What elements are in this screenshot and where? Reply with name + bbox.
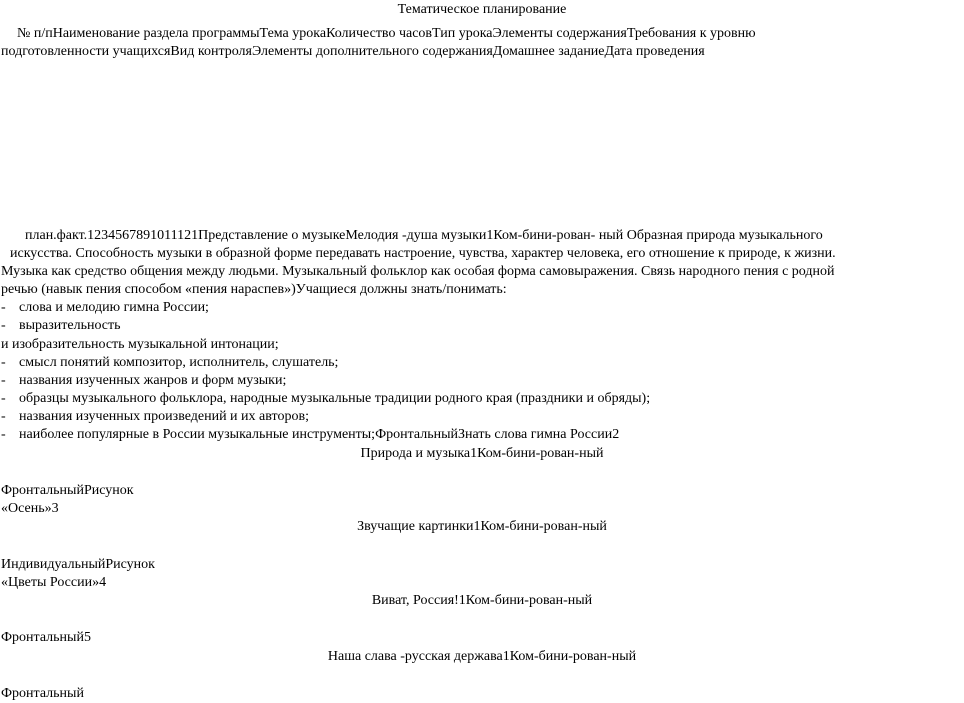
table-header-line-2: подготовленности учащихсяВид контроляЭлементы дополнительного содержанияДомашнее заданиеДата проведения	[1, 44, 705, 59]
list-item-text: названия изученных жанров и форм музыки;	[19, 373, 287, 388]
list-item	[1, 354, 338, 372]
list-item	[1, 299, 209, 317]
row-4-control: Фронтальный5	[1, 630, 91, 645]
row-1-line-1: план.факт.1234567891011121Представление о музыкеМелодия -душа музыки1Ком-бини-рован- ный Образная природа музыкального	[25, 228, 823, 243]
row-2-homework: «Осень»3	[1, 501, 59, 516]
row-3-control: ИндивидуальныйРисунок	[1, 557, 155, 572]
list-item	[1, 372, 286, 390]
list-dash: -	[1, 373, 6, 388]
row-2-control: ФронтальныйРисунок	[1, 483, 134, 498]
row-3-homework: «Цветы России»4	[1, 575, 107, 590]
row-1-line-2: искусства. Способность музыки в образной форме передавать настроение, чувства, характер человека, его отношение к природе, к жизни.	[10, 246, 836, 261]
row-4-topic: Виват, Россия!1Ком-бини-рован-ный	[371, 593, 593, 608]
list-item	[1, 408, 309, 426]
list-item-text: слова и мелодию гимна России;	[19, 300, 209, 315]
list-item	[1, 426, 619, 444]
list-continuation: и изобразительность музыкальной интонации;	[1, 337, 279, 352]
list-dash: -	[1, 427, 6, 442]
row-5-topic: Наша слава -русская держава1Ком-бини-рован-ный	[327, 649, 637, 664]
list-item-text: названия изученных произведений и их авторов;	[19, 409, 309, 424]
list-dash: -	[1, 300, 6, 315]
list-item-text: выразительность	[19, 318, 121, 333]
list-dash: -	[1, 355, 6, 370]
list-item	[1, 390, 650, 408]
row-1-line-3: Музыка как средство общения между людьми. Музыкальный фольклор как особая форма самовыражения. Связь народного пения с родной	[1, 264, 835, 279]
list-item	[1, 317, 121, 335]
list-dash: -	[1, 318, 6, 333]
list-dash: -	[1, 409, 6, 424]
row-1-line-4: речью (навык пения способом «пения нараспев»)Учащиеся должны знать/понимать:	[1, 282, 507, 297]
list-dash: -	[1, 391, 6, 406]
table-header-line-1: № п/пНаименование раздела программыТема урокаКоличество часовТип урокаЭлементы содержанияТребования к уровню	[17, 26, 756, 41]
row-3-topic: Звучащие картинки1Ком-бини-рован-ный	[357, 519, 607, 534]
list-item-text: смысл понятий композитор, исполнитель, слушатель;	[19, 355, 339, 370]
list-item-text: образцы музыкального фольклора, народные музыкальные традиции родного края (праздники и обряды);	[19, 391, 651, 406]
row-5-control: Фронтальный	[1, 686, 84, 701]
page-title: Тематическое планирование	[397, 2, 567, 17]
row-2-topic: Природа и музыка1Ком-бини-рован-ный	[360, 446, 604, 461]
list-item-text: наиболее популярные в России музыкальные инструменты;ФронтальныйЗнать слова гимна России2	[19, 427, 620, 442]
